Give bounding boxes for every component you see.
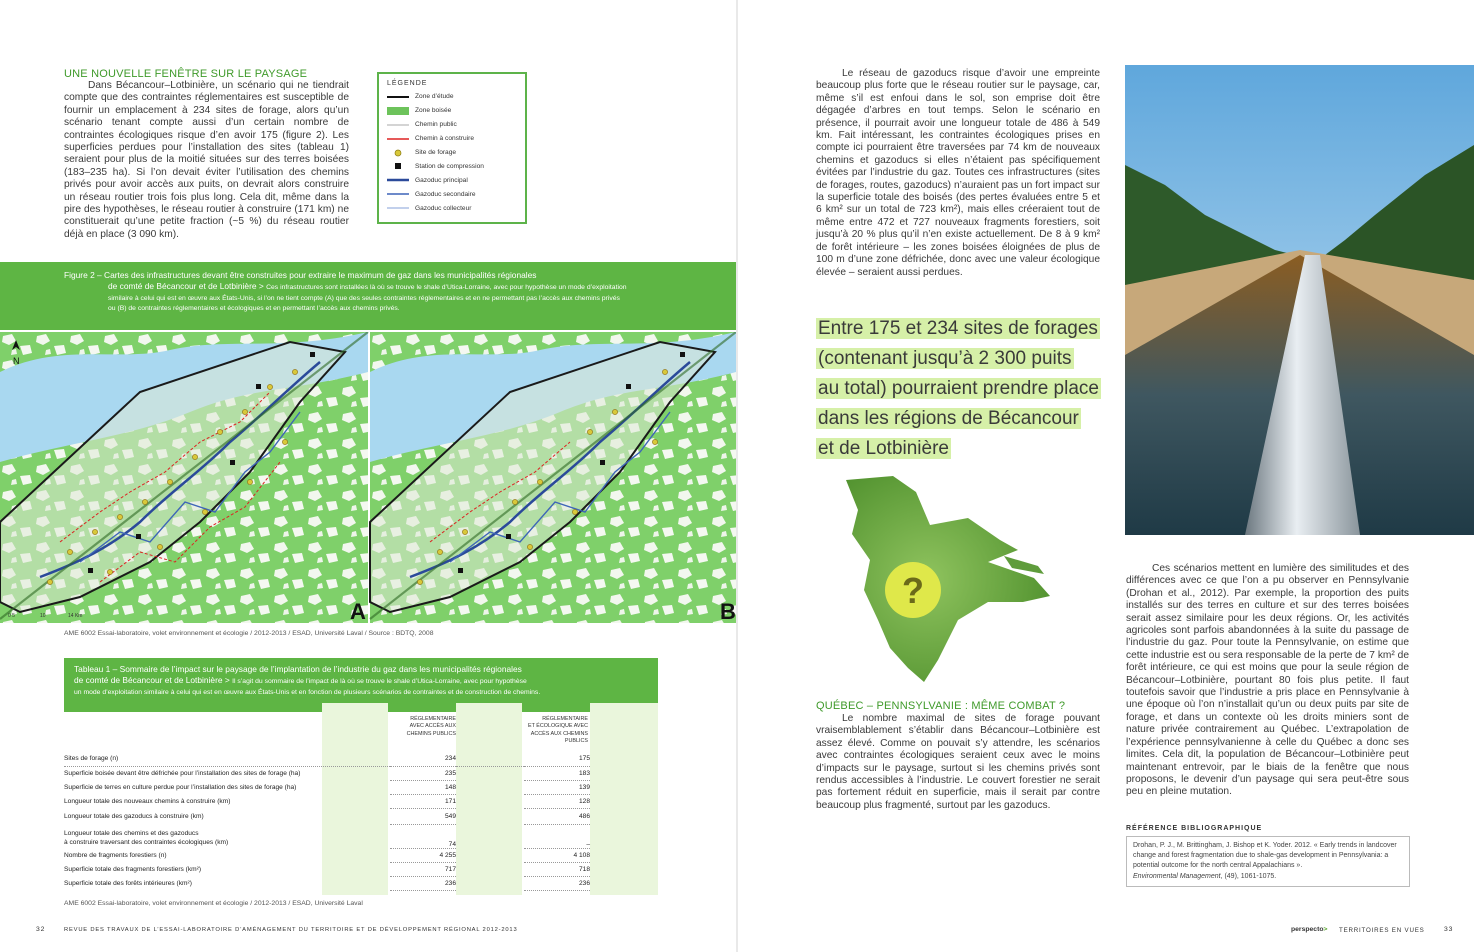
map-b-label: B [720,599,736,623]
map-a-label: A [350,599,366,623]
scale-bar-mid: 10 [40,613,46,619]
legend-item: Chemin à construire [415,135,475,143]
legend-item: Zone boisée [387,104,517,118]
brand-logo: perspecto> [1291,926,1328,933]
left-page [0,0,736,952]
legend-item: Zone d’étude [415,93,454,101]
table-row: Longueur totale des chemins et des gazoducs à construire traversant des contraintes écologiques (km) 74 – [64,824,590,848]
north-label: N [13,356,20,366]
infrastructure-maps [0,332,736,623]
map-legend [377,72,527,224]
page-number: 32 [36,926,46,933]
scale-bar-start: 0 5 [8,613,15,619]
table-row: Superficie boisée devant être défrichée pour l’installation des sites de forage (ha) 235 183 [64,766,590,780]
question-mark-icon [885,562,941,618]
table-row: Nombre de fragments forestiers (n) 4 255 4 108 [64,848,590,862]
page-number: 33 [1444,926,1454,933]
map-b [370,332,736,623]
section-title-quebec-pennsylvania: QUÉBEC – PENNSYLVANIE : MÊME COMBAT ? [816,700,1066,712]
intro-paragraph: Dans Bécancour–Lotbinière, un scénario qui ne tiendrait compte que des contraintes réglementaires est susceptible de fournir un emplacement à 234 sites de forage, alors qu’un scénario tenant compte aussi d’un certain nombre de contraintes écologiques risque d’en avoir 175 (figure 2). Les superficies perdues pour l’installation des sites (tableau 1) seraient pour plus de la moitié situées sur des terres boisées (183–235 ha). Si l’on devait éviter l’utilisation des chemins privés pour avoir accès aux puits, on devrait alors construire un réseau routier trois fois plus long. Cela dit, même dans la pire des hypothèses, le réseau routier à construire (171 km) ne constituerait qu’une petite fraction (~5 %) du réseau routier déjà en place (3 090 km). [64,80,349,240]
figure-title: Figure 2 – Cartes des infrastructures devant être construites pour extraire le maximum de gaz dans les municipalités régionales [64,270,537,280]
paragraph-scenarios: Ces scénarios mettent en lumière des similitudes et des différences avec ce que l’on a pu observer en Pennsylvanie (Drohan et al., 2012). Par exemple, la proportion des puits installés sur des terres en culture et sur des terres boisées serait assez similaire pour les deux régions. Or, les activités agricoles sont parfois abandonnées à la suite du passage de l’industrie du gaz. Pour toute la Pennsylvanie, on estime que cette industrie est ou sera responsable de la perte de 7 km² de forêt intérieure, ce qui est moins que pour la seule région de Bécancour–Lotbinière, pourtant 80 fois plus petite. Il faut toutefois savoir que l’industrie a pris place en Pennsylvanie à une époque où l’on n’installait qu’un ou deux puits par site de forage, et dans un contexte où les droits miniers sont de nature privée contrairement au Québec. L’extrapolation de l’expérience pennsylvanienne à celle du Québec a donc ses limites. Cela dit, la population de Bécancour–Lotbinière peut maintenant entrevoir, par le biais de la fenêtre que nous proposons, le devenir d’un paysage qui sera peut-être sous peu en pleine mutation. [1126,563,1409,798]
reference-title: RÉFÉRENCE BIBLIOGRAPHIQUE [1126,825,1263,832]
right-page [738,0,1474,952]
map-a [0,332,368,623]
table-title: Tableau 1 – Sommaire de l’impact sur le paysage de l’implantation de l’industrie du gaz dans les municipalités régionales [74,664,522,674]
paragraph-quebec-pennsylvania: Le nombre maximal de sites de forage pouvant vraisemblablement s’établir dans Bécancour–Lotbinière est assez élevé. Comme on pouvait s’y attendre, les scénarios avec contraintes écologiques seraient ceux avec le moins d’impacts sur le paysage, surtout si les chemins privés sont rendus accessibles à l’industrie. Le couvert forestier ne serait pas fortement réduit en superficie, mais il serait par contre beaucoup plus fragmenté, surtout par les gazoducs. [816,713,1100,811]
running-title: REVUE DES TRAVAUX DE L’ESSAI-LABORATOIRE D’AMÉNAGEMENT DU TERRITOIRE ET DE DÉVELOPPEMENT RÉGIONAL 2012-2013 [64,927,518,933]
table-caption-band: Tableau 1 – Sommaire de l’impact sur le paysage de l’implantation de l’industrie du gaz dans les municipalités régionales de comté de Bécancour et de Lotbinière > Il s’agit du sommaire de l’impact de là où se trouve le shale d’Utica-Lorraine, avec pour hypothèse un mode d’exploitation similaire à celui qui est en œuvre aux États-Unis et en fonction de plusieurs scénarios de contraintes et de construction de chemins. [64,658,658,712]
legend-item: Site de forage [387,146,517,160]
legend-item: Gazoduc secondaire [415,190,476,198]
table-row: Sites de forage (n) 234 175 [64,752,590,766]
table-row: Longueur totale des gazoducs à construire (km) 549 486 [64,808,590,824]
table-row: Superficie de terres en culture perdue pour l’installation des sites de forage (ha) 148 139 [64,780,590,794]
svg-text:?: ? [902,570,924,611]
figure-source: AME 6002 Essai-laboratoire, volet environnement et écologie / 2012-2013 / ESAD, Université Laval / Source : BDTQ, 2008 [64,630,434,637]
reference-box: Drohan, P. J., M. Brittingham, J. Bishop et K. Yoder. 2012. « Early trends in landcover change and forest fragmentation due to shale-gas development in Pennsylvania: a potential outcome for the north central Appalachians ». Environmental Management, (49), 1061-1075. [1126,836,1410,887]
impact-table [64,752,590,891]
figure-caption-band: Figure 2 – Cartes des infrastructures devant être construites pour extraire le maximum de gaz dans les municipalités régionales de comté de Bécancour et de Lotbinière > Ces infrastructures sont installées là où se trouve le shale d’Utica-Lorraine, avec pour hypothèse un mode d’exploitation similaire à celui qui est en œuvre aux États-Unis, si l’on ne tient compte (A) que des seules contraintes réglementaires et en ne permettant pas l’accès aux chemins privés ou (B) de contraintes réglementaires et écologiques et en permettant l’accès aux chemins privés. [0,262,736,330]
table-row: Superficie totale des fragments forestiers (km²) 717 718 [64,862,590,876]
pull-quote: Entre 175 et 234 sites de forages (contenant jusqu’à 2 300 puits au total) pourraient prendre place dans les régions de Bécancour et de Lotbinière [818,318,1099,459]
quebec-map [838,470,1058,690]
table-source: AME 6002 Essai-laboratoire, volet environnement et écologie / 2012-2013 / ESAD, Université Laval [64,900,363,907]
table-row: Superficie totale des forêts intérieures (km²) 236 236 [64,876,590,890]
legend-item: Chemin public [415,121,457,129]
legend-item: Station de compression [387,159,517,173]
section-name: TERRITOIRES EN VUES [1339,927,1425,934]
section-title: UNE NOUVELLE FENÊTRE SUR LE PAYSAGE [64,68,308,80]
legend-item: Gazoduc principal [415,176,468,184]
scale-bar-end: 14 Km [68,613,83,619]
pipeline-photo [1125,65,1474,535]
col-header-regulatory-ecological: RÉGLEMENTAIRE ET ÉCOLOGIQUE AVEC ACCÈS AUX CHEMINS PUBLICS [527,716,588,745]
paragraph-pipelines: Le réseau de gazoducs risque d’avoir une empreinte beaucoup plus forte que le réseau routier sur le paysage, car, même s’il est enfoui dans le sol, son emprise doit être dégagée d’arbres en tout temps. Selon le scénario en présence, il pourrait avoir une longueur totale de 486 à 549 km. Fait intéressant, les contraintes écologiques prises en compte ici pourraient être traversées par 74 km de nouveaux chemins et gazoducs si elles n’étaient pas spécifiquement évitées par l’industrie du gaz. Toutes ces infrastructures (sites de forages, routes, gazoducs) n’auraient pas un fort impact sur la superficie totale des boisés (des pertes évaluées entre 5 et 6 km² sur un total de 723 km²), mais elles créeraient tout de même entre 472 et 727 nouveaux fragments forestiers, soit jusqu’à 20 % plus qu’il n’en existe actuellement. De 8 à 9 km² de forêt intérieure – les zones boisées éloignées de plus de 100 m d’une zone défrichée, donc avec une valeur écologique élevée – seraient aussi perdues. [816,68,1100,278]
legend-item: Gazoduc collecteur [415,204,472,212]
table-row: Longueur totale des nouveaux chemins à construire (km) 171 128 [64,794,590,808]
col-header-regulatory: RÉGLEMENTAIRE AVEC ACCÈS AUX CHEMINS PUBLICS [406,716,456,737]
legend-title: LÉGENDE [387,80,428,87]
